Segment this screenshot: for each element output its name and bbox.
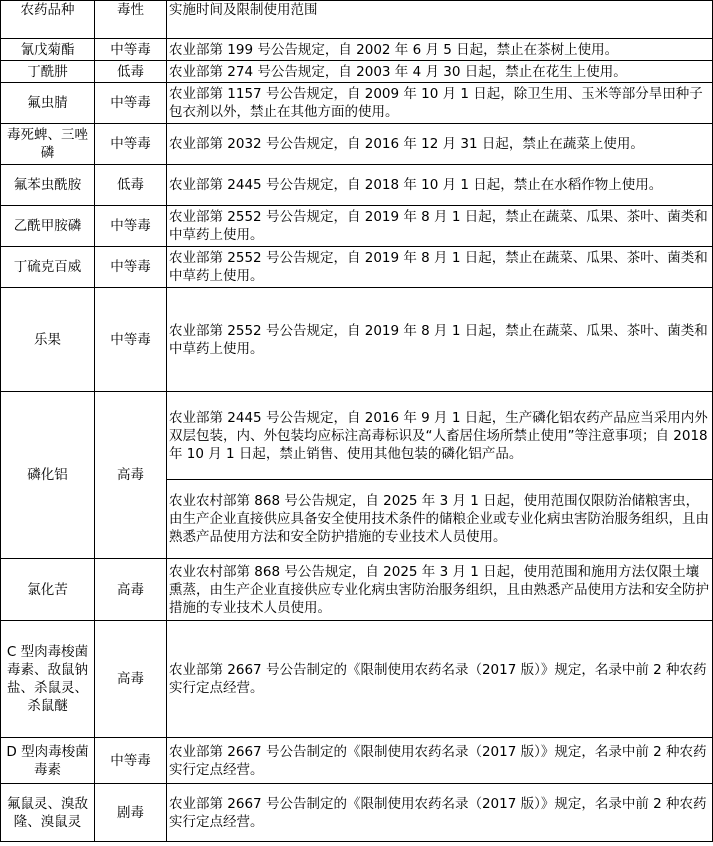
table-row bbox=[1, 39, 713, 61]
pesticide-name: 丁硫克百威 bbox=[1, 247, 95, 288]
table-row bbox=[1, 559, 713, 621]
restriction-scope: 农业部第 2667 号公告制定的《限制使用农药名录（2017 版）》规定，名录中前 2 种农药实行定点经营。 bbox=[167, 621, 713, 738]
toxicity-level: 中等毒 bbox=[95, 288, 167, 392]
toxicity-level: 高毒 bbox=[95, 392, 167, 559]
toxicity-level: 剧毒 bbox=[95, 784, 167, 842]
table-row bbox=[1, 83, 713, 124]
header-name: 农药品种 bbox=[1, 1, 95, 39]
restriction-scope: 农业部第 2445 号公告规定，自 2016 年 9 月 1 日起，生产磷化铝农药产品应当采用内外双层包装，内、外包装均应标注高毒标识及“人畜居住场所禁止使用”等注意事项；自 2018 年 10 月 1 日起，禁止销售、使用其他包装的磷化铝产品。 bbox=[167, 392, 713, 480]
table-row bbox=[1, 738, 713, 784]
restriction-scope: 农业部第 2667 号公告制定的《限制使用农药名录（2017 版）》规定，名录中前 2 种农药实行定点经营。 bbox=[167, 738, 713, 784]
pesticide-name: 氟苯虫酰胺 bbox=[1, 165, 95, 206]
pesticide-name: 氯化苦 bbox=[1, 559, 95, 621]
toxicity-level: 低毒 bbox=[95, 165, 167, 206]
restriction-scope: 农业部第 2445 号公告规定，自 2018 年 10 月 1 日起，禁止在水稻作物上使用。 bbox=[167, 165, 713, 206]
pesticide-name: C 型肉毒梭菌毒素、敌鼠钠盐、杀鼠灵、杀鼠醚 bbox=[1, 621, 95, 738]
table-row bbox=[1, 124, 713, 165]
restriction-scope: 农业部第 2032 号公告规定，自 2016 年 12 月 31 日起，禁止在蔬菜上使用。 bbox=[167, 124, 713, 165]
toxicity-level: 高毒 bbox=[95, 621, 167, 738]
pesticide-name: 氰戊菊酯 bbox=[1, 39, 95, 61]
restriction-scope: 农业部第 2667 号公告制定的《限制使用农药名录（2017 版）》规定，名录中前 2 种农药实行定点经营。 bbox=[167, 784, 713, 842]
toxicity-level: 中等毒 bbox=[95, 247, 167, 288]
toxicity-level: 中等毒 bbox=[95, 206, 167, 247]
pesticide-name: D 型肉毒梭菌毒素 bbox=[1, 738, 95, 784]
pesticide-name: 毒死蜱、三唑磷 bbox=[1, 124, 95, 165]
pesticide-name: 氟虫腈 bbox=[1, 83, 95, 124]
table-row bbox=[1, 61, 713, 83]
restriction-scope: 农业部第 199 号公告规定，自 2002 年 6 月 5 日起，禁止在茶树上使用。 bbox=[167, 39, 713, 61]
pesticide-name: 磷化铝 bbox=[1, 392, 95, 559]
restriction-scope: 农业部第 2552 号公告规定，自 2019 年 8 月 1 日起，禁止在蔬菜、瓜果、茶叶、菌类和中草药上使用。 bbox=[167, 288, 713, 392]
toxicity-level: 低毒 bbox=[95, 61, 167, 83]
table-row bbox=[1, 392, 713, 480]
table-row bbox=[1, 288, 713, 392]
restriction-scope: 农业部第 274 号公告规定，自 2003 年 4 月 30 日起，禁止在花生上使用。 bbox=[167, 61, 713, 83]
table-row bbox=[1, 206, 713, 247]
pesticide-name: 乐果 bbox=[1, 288, 95, 392]
table-row bbox=[1, 621, 713, 738]
table-header-row bbox=[1, 1, 713, 39]
pesticide-name: 氟鼠灵、溴敌隆、溴鼠灵 bbox=[1, 784, 95, 842]
restriction-scope: 农业农村部第 868 号公告规定，自 2025 年 3 月 1 日起，使用范围和施用方法仅限土壤熏蒸，由生产企业直接供应专业化病虫害防治服务组织，且由熟悉产品使用方法和安全防护措施的专业技术人员使用。 bbox=[167, 559, 713, 621]
toxicity-level: 高毒 bbox=[95, 559, 167, 621]
toxicity-level: 中等毒 bbox=[95, 738, 167, 784]
restriction-scope: 农业部第 2552 号公告规定，自 2019 年 8 月 1 日起，禁止在蔬菜、瓜果、茶叶、菌类和中草药上使用。 bbox=[167, 206, 713, 247]
table-row bbox=[1, 165, 713, 206]
table-row bbox=[1, 247, 713, 288]
header-toxicity: 毒性 bbox=[95, 1, 167, 39]
restriction-scope-second: 农业农村部第 868 号公告规定，自 2025 年 3 月 1 日起，使用范围仅限防治储粮害虫，由生产企业直接供应具备安全使用技术条件的储粮企业或专业化病虫害防治服务组织，且由熟悉产品使用方法和安全防护措施的专业技术人员使用。 bbox=[167, 480, 713, 559]
table-row bbox=[1, 784, 713, 842]
toxicity-level: 中等毒 bbox=[95, 39, 167, 61]
pesticide-name: 丁酰肼 bbox=[1, 61, 95, 83]
restriction-scope: 农业部第 2552 号公告规定，自 2019 年 8 月 1 日起，禁止在蔬菜、瓜果、茶叶、菌类和中草药上使用。 bbox=[167, 247, 713, 288]
header-scope: 实施时间及限制使用范围 bbox=[167, 1, 713, 39]
restriction-scope: 农业部第 1157 号公告规定，自 2009 年 10 月 1 日起，除卫生用、玉米等部分旱田种子包衣剂以外，禁止在其他方面的使用。 bbox=[167, 83, 713, 124]
toxicity-level: 中等毒 bbox=[95, 83, 167, 124]
pesticide-name: 乙酰甲胺磷 bbox=[1, 206, 95, 247]
toxicity-level: 中等毒 bbox=[95, 124, 167, 165]
